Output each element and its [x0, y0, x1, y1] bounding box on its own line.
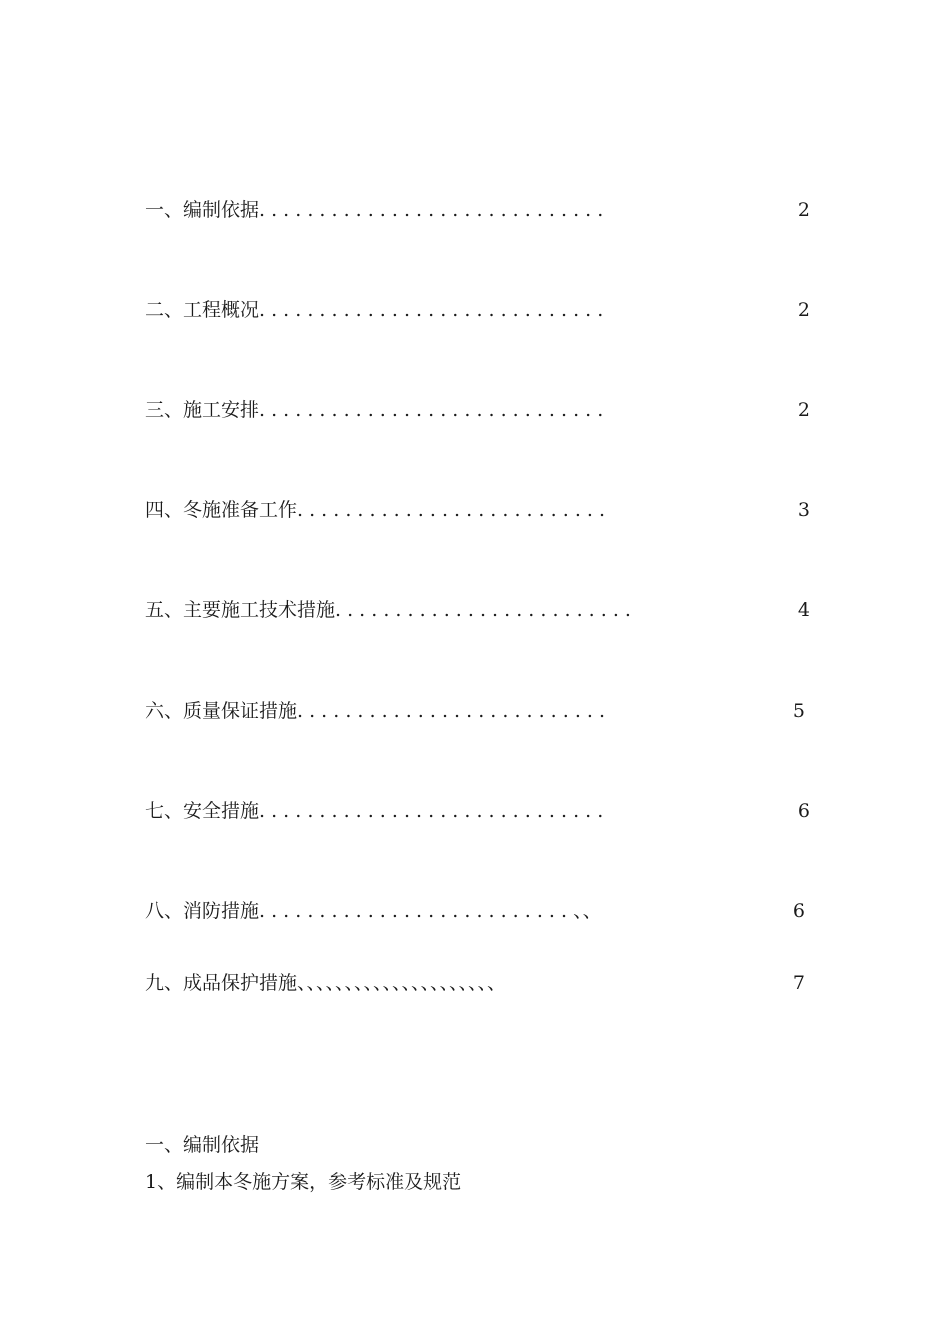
toc-leader: . . . . . . . . . . . . . . . . . . . . . . . . . .: [297, 499, 606, 521]
toc-leader: . . . . . . . . . . . . . . . . . . . . . . . . . . . . .: [259, 299, 604, 321]
toc-entry-4[interactable]: [145, 495, 810, 525]
toc-entry-3[interactable]: [145, 395, 810, 425]
toc-entry-title: 四、冬施准备工作: [145, 499, 298, 521]
toc-leader: 、、、、、、、、、、、、、、、、、、、、、: [297, 972, 507, 994]
toc-entry-title: 一、编制依据: [145, 199, 260, 221]
toc-leader: . . . . . . . . . . . . . . . . . . . . . . . . . . . . .: [259, 199, 604, 221]
toc-entry-title: 三、施工安排: [145, 399, 260, 421]
toc-leader: . . . . . . . . . . . . . . . . . . . . . . . . . . . . .: [259, 800, 604, 822]
toc-leader: . . . . . . . . . . . . . . . . . . . . . . . . .: [335, 599, 631, 621]
toc-page-number: 7: [792, 972, 805, 994]
toc-page-number: 6: [797, 800, 810, 822]
toc-entry-title: 五、主要施工技术措施: [145, 599, 336, 621]
toc-page-number: 2: [797, 199, 810, 221]
toc-page-number: 5: [792, 700, 805, 722]
toc-entry-title: 二、工程概况: [145, 299, 260, 321]
toc-entry-5[interactable]: [145, 595, 810, 625]
toc-leader: . . . . . . . . . . . . . . . . . . . . . . . . . . . . .: [259, 399, 604, 421]
toc-entry-1[interactable]: [145, 195, 810, 225]
section-heading: 一、编制依据: [145, 1134, 260, 1156]
toc-entry-8[interactable]: [145, 896, 805, 926]
toc-leader: . . . . . . . . . . . . . . . . . . . . . . . . . . 、、: [259, 900, 602, 922]
toc-entry-7[interactable]: [145, 796, 810, 826]
section-item-1: 1、编制本冬施方案，参考标准及规范: [145, 1171, 462, 1193]
toc-entry-title: 七、安全措施: [145, 800, 260, 822]
toc-page-number: 2: [797, 399, 810, 421]
toc-entry-9[interactable]: [145, 968, 805, 998]
toc-entry-title: 九、成品保护措施: [145, 972, 298, 994]
toc-entry-6[interactable]: [145, 696, 805, 726]
toc-entry-title: 八、消防措施: [145, 900, 260, 922]
toc-page-number: 6: [792, 900, 805, 922]
toc-page-number: 4: [797, 599, 810, 621]
toc-page-number: 2: [797, 299, 810, 321]
toc-page-number: 3: [797, 499, 810, 521]
toc-entry-2[interactable]: [145, 295, 810, 325]
toc-entry-title: 六、质量保证措施: [145, 700, 298, 722]
toc-leader: . . . . . . . . . . . . . . . . . . . . . . . . . .: [297, 700, 606, 722]
